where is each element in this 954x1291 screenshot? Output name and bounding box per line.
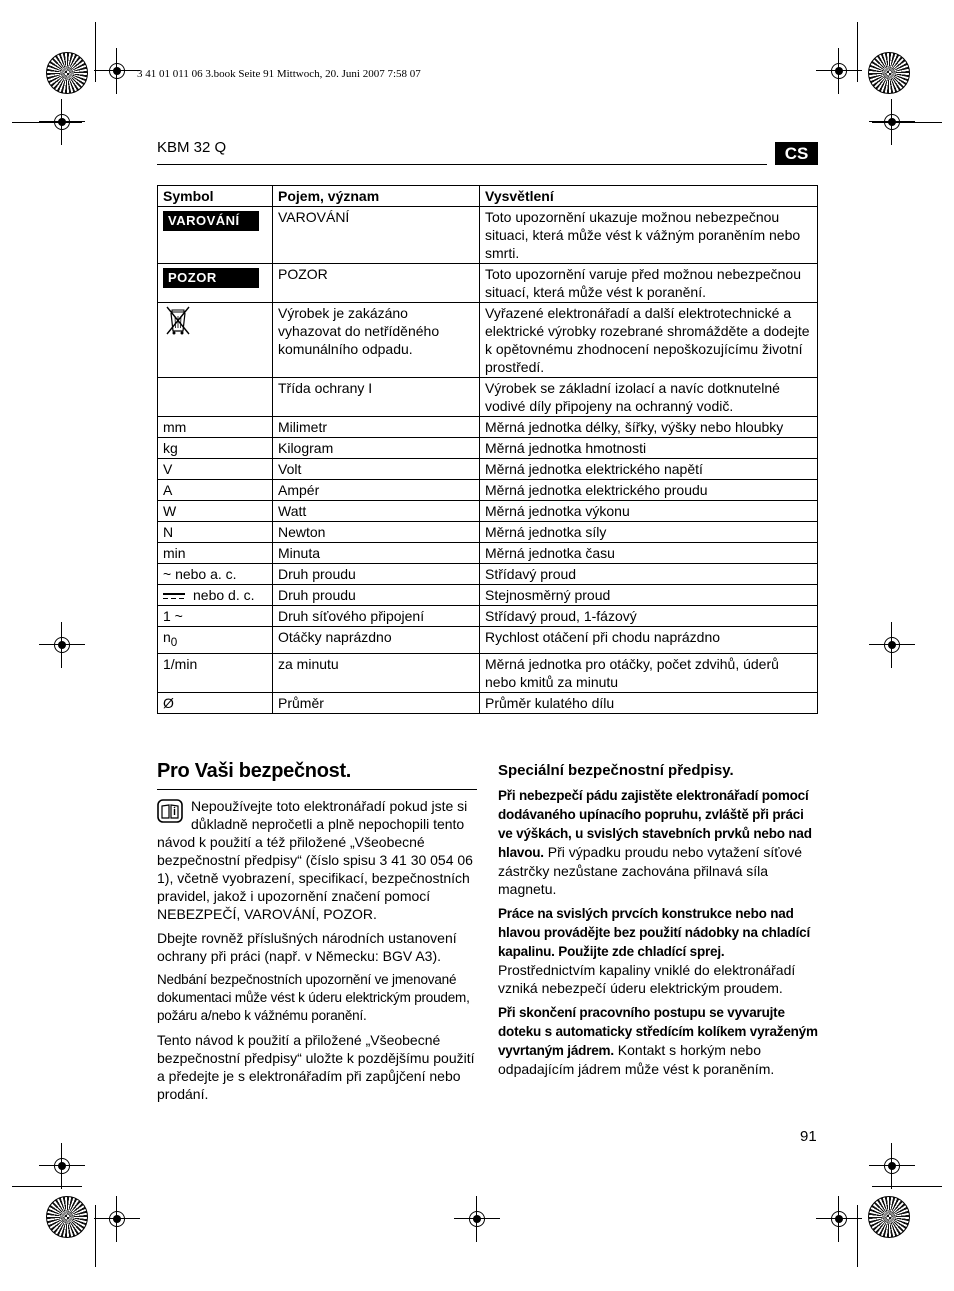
table-row: [158, 438, 818, 459]
table-row: [158, 522, 818, 543]
paragraph-text: Při výpadku proudu nebo vytažení síťové zástrčky nezůstane zachována přilnavá síla magnetu.: [498, 844, 803, 897]
term-cell: Průměr: [273, 692, 480, 713]
caution-badge: POZOR: [163, 268, 259, 288]
paragraph: [157, 797, 477, 923]
warning-badge: VAROVÁNÍ: [163, 211, 259, 231]
table-row: [158, 606, 818, 627]
table-row: [158, 585, 818, 606]
paragraph-text: Prostřednictvím kapaliny vniklé do elektronářadí vzniká nebezpečí úderu elektrickým proudem.: [498, 962, 796, 996]
symbol-cell: [158, 378, 273, 417]
section-title: Pro Vaši bezpečnost.: [157, 760, 352, 782]
table-row: [158, 627, 818, 654]
term-cell: Ampér: [273, 480, 480, 501]
crossed-bin-icon: [163, 304, 193, 336]
term-cell: Milimetr: [273, 417, 480, 438]
symbol-table: [157, 185, 818, 714]
description-cell: Průměr kulatého dílu: [480, 692, 818, 713]
term-cell: VAROVÁNÍ: [273, 207, 480, 264]
right-column: [498, 762, 818, 1084]
paragraph: [498, 1003, 818, 1078]
symbol-cell: [158, 303, 273, 378]
table-row: [158, 459, 818, 480]
color-bar-star-icon: [46, 52, 88, 94]
crop-mark: [95, 22, 96, 82]
term-cell: za minutu: [273, 653, 480, 692]
header-divider: [157, 164, 767, 165]
paragraph: [498, 904, 818, 997]
paragraph-text: Kontakt s horkým nebo odpadajícím jádrem může vést k poraněním.: [498, 1042, 775, 1077]
table-row: [158, 692, 818, 713]
crop-mark: [95, 1205, 96, 1267]
registration-mark-icon: [828, 1208, 850, 1230]
paragraph: Tento návod k použití a přiložené „Všeobecné bezpečnostní předpisy“ uložte k pozdějšímu použití a předejte je s elektronářadím při zapůjčení nebo prodání.: [157, 1032, 475, 1102]
symbol-subscript: 0: [170, 635, 178, 649]
registration-mark-icon: [51, 111, 73, 133]
registration-mark-icon: [881, 634, 903, 656]
term-cell: Třída ochrany I: [273, 378, 480, 417]
table-row: [158, 480, 818, 501]
symbol-cell: [158, 627, 273, 654]
registration-mark-icon: [106, 60, 128, 82]
column-header: Symbol: [158, 186, 273, 207]
term-cell: Druh proudu: [273, 564, 480, 585]
crop-mark: [872, 1186, 942, 1187]
term-cell: POZOR: [273, 264, 480, 303]
symbol-cell: 1/min: [158, 653, 273, 692]
print-info: 3 41 01 011 06 3.book Seite 91 Mittwoch, 20. Juni 2007 7:58 07: [137, 68, 421, 80]
language-badge: CS: [775, 142, 818, 165]
registration-mark-icon: [106, 1208, 128, 1230]
bold-text: Při nebezpečí pádu zajistěte elektronářadí pomocí dodávaného upínacího popruhu, zvláště při práci ve výškách, u svislých stavebních prvků nebo nad hlavou.: [498, 788, 812, 860]
description-cell: Toto upozornění varuje před možnou nebezpečnou situací, která může vést k poranění.: [480, 264, 818, 303]
description-cell: Měrná jednotka síly: [480, 522, 818, 543]
symbol-cell: min: [158, 543, 273, 564]
term-cell: Newton: [273, 522, 480, 543]
read-manual-icon: [157, 799, 183, 823]
color-bar-star-icon: [868, 1196, 910, 1238]
term-cell: Volt: [273, 459, 480, 480]
crop-mark: [12, 1186, 82, 1187]
symbol-cell: A: [158, 480, 273, 501]
symbol-cell: 1 ~: [158, 606, 273, 627]
symbol-text: nebo d. c.: [193, 587, 255, 603]
color-bar-star-icon: [868, 52, 910, 94]
bold-text: Práce na svislých prvcích konstrukce nebo nad hlavou provádějte bez použití nádobky na chladící kapalinu. Použijte zde chladící sprej.: [498, 906, 811, 959]
table-row: [158, 417, 818, 438]
term-cell: Druh síťového připojení: [273, 606, 480, 627]
description-cell: Stejnosměrný proud: [480, 585, 818, 606]
term-cell: Kilogram: [273, 438, 480, 459]
table-row: [158, 653, 818, 692]
registration-mark-icon: [881, 111, 903, 133]
paragraph-text: Nepoužívejte toto elektronářadí pokud jste si důkladně nepročetli a plně nepochopili tento návod k použití a též přiložené „Všeobecné bezpečnostní předpisy“ (číslo spisu 3 41 30 054 06 1), včetně vyobrazení, specifikací, bezpečnostních pravidel, jakož i upozornění značení pomocí NEBEZPEČÍ, VAROVÁNÍ, POZOR.: [157, 798, 473, 922]
symbol-cell: [158, 207, 273, 264]
description-cell: Střídavý proud: [480, 564, 818, 585]
description-cell: Měrná jednotka hmotnosti: [480, 438, 818, 459]
symbol-cell: V: [158, 459, 273, 480]
description-cell: Měrná jednotka pro otáčky, počet zdvihů, úderů nebo kmitů za minutu: [480, 653, 818, 692]
description-cell: Měrná jednotka elektrického proudu: [480, 480, 818, 501]
table-row: [158, 207, 818, 264]
description-cell: Měrná jednotka délky, šířky, výšky nebo hloubky: [480, 417, 818, 438]
bold-text: Při skončení pracovního postupu se vyvarujte doteku s automaticky středícím kolíkem vyraženým vyvrtaným jádrem.: [498, 1005, 818, 1058]
registration-mark-icon: [881, 1155, 903, 1177]
description-cell: Výrobek se základní izolací a navíc dotknutelné vodivé díly připojeny na ochranný vodič.: [480, 378, 818, 417]
column-header: Pojem, význam: [273, 186, 480, 207]
crop-mark: [857, 22, 858, 82]
direct-current-icon: [163, 593, 185, 599]
registration-mark-icon: [51, 634, 73, 656]
table-row: [158, 501, 818, 522]
table-row: [158, 564, 818, 585]
symbol-main: n: [163, 629, 171, 645]
symbol-cell: kg: [158, 438, 273, 459]
column-header: Vysvětlení: [480, 186, 818, 207]
description-cell: Měrná jednotka výkonu: [480, 501, 818, 522]
subsection-heading: Speciální bezpečnostní předpisy.: [498, 762, 734, 779]
symbol-cell: mm: [158, 417, 273, 438]
term-cell: Otáčky naprázdno: [273, 627, 480, 654]
section-divider: [157, 789, 477, 790]
description-cell: Měrná jednotka elektrického napětí: [480, 459, 818, 480]
symbol-cell: [158, 264, 273, 303]
registration-mark-icon: [466, 1208, 488, 1230]
description-cell: Toto upozornění ukazuje možnou nebezpečnou situaci, která může vést k vážným poraněním nebo smrti.: [480, 207, 818, 264]
paragraph: Dbejte rovněž příslušných národních ustanovení ochrany při práci (např. v Německu: BGV A3).: [157, 930, 457, 964]
registration-mark-icon: [828, 60, 850, 82]
paragraph: [498, 786, 818, 898]
term-cell: Druh proudu: [273, 585, 480, 606]
page-header-title: KBM 32 Q: [157, 139, 227, 156]
description-cell: Střídavý proud, 1-fázový: [480, 606, 818, 627]
table-row: [158, 303, 818, 378]
symbol-cell: Ø: [158, 692, 273, 713]
term-cell: Minuta: [273, 543, 480, 564]
registration-mark-icon: [51, 1155, 73, 1177]
symbol-cell: ~ nebo a. c.: [158, 564, 273, 585]
symbol-cell: N: [158, 522, 273, 543]
symbol-cell: W: [158, 501, 273, 522]
page-number: 91: [800, 1128, 817, 1145]
term-cell: Výrobek je zakázáno vyhazovat do netříděného komunálního odpadu.: [273, 303, 480, 378]
table-row: [158, 264, 818, 303]
symbol-cell: [158, 585, 273, 606]
paragraph: Nedbání bezpečnostních upozornění ve jmenované dokumentaci může vést k úderu elektrickým proudem, požáru a/nebo k vážnému poranění.: [157, 972, 470, 1023]
term-cell: Watt: [273, 501, 480, 522]
description-cell: Rychlost otáčení při chodu naprázdno: [480, 627, 818, 654]
description-cell: Vyřazené elektronářadí a další elektrotechnické a elektrické výrobky rozebrané shromážděte a dodejte k opětovnému zhodnocení nepoškozujícímu životní prostředí.: [480, 303, 818, 378]
crop-mark: [857, 1205, 858, 1267]
table-row: [158, 378, 818, 417]
table-header-row: [158, 186, 818, 207]
color-bar-star-icon: [46, 1196, 88, 1238]
description-cell: Měrná jednotka času: [480, 543, 818, 564]
left-column: [157, 797, 477, 1109]
table-row: [158, 543, 818, 564]
